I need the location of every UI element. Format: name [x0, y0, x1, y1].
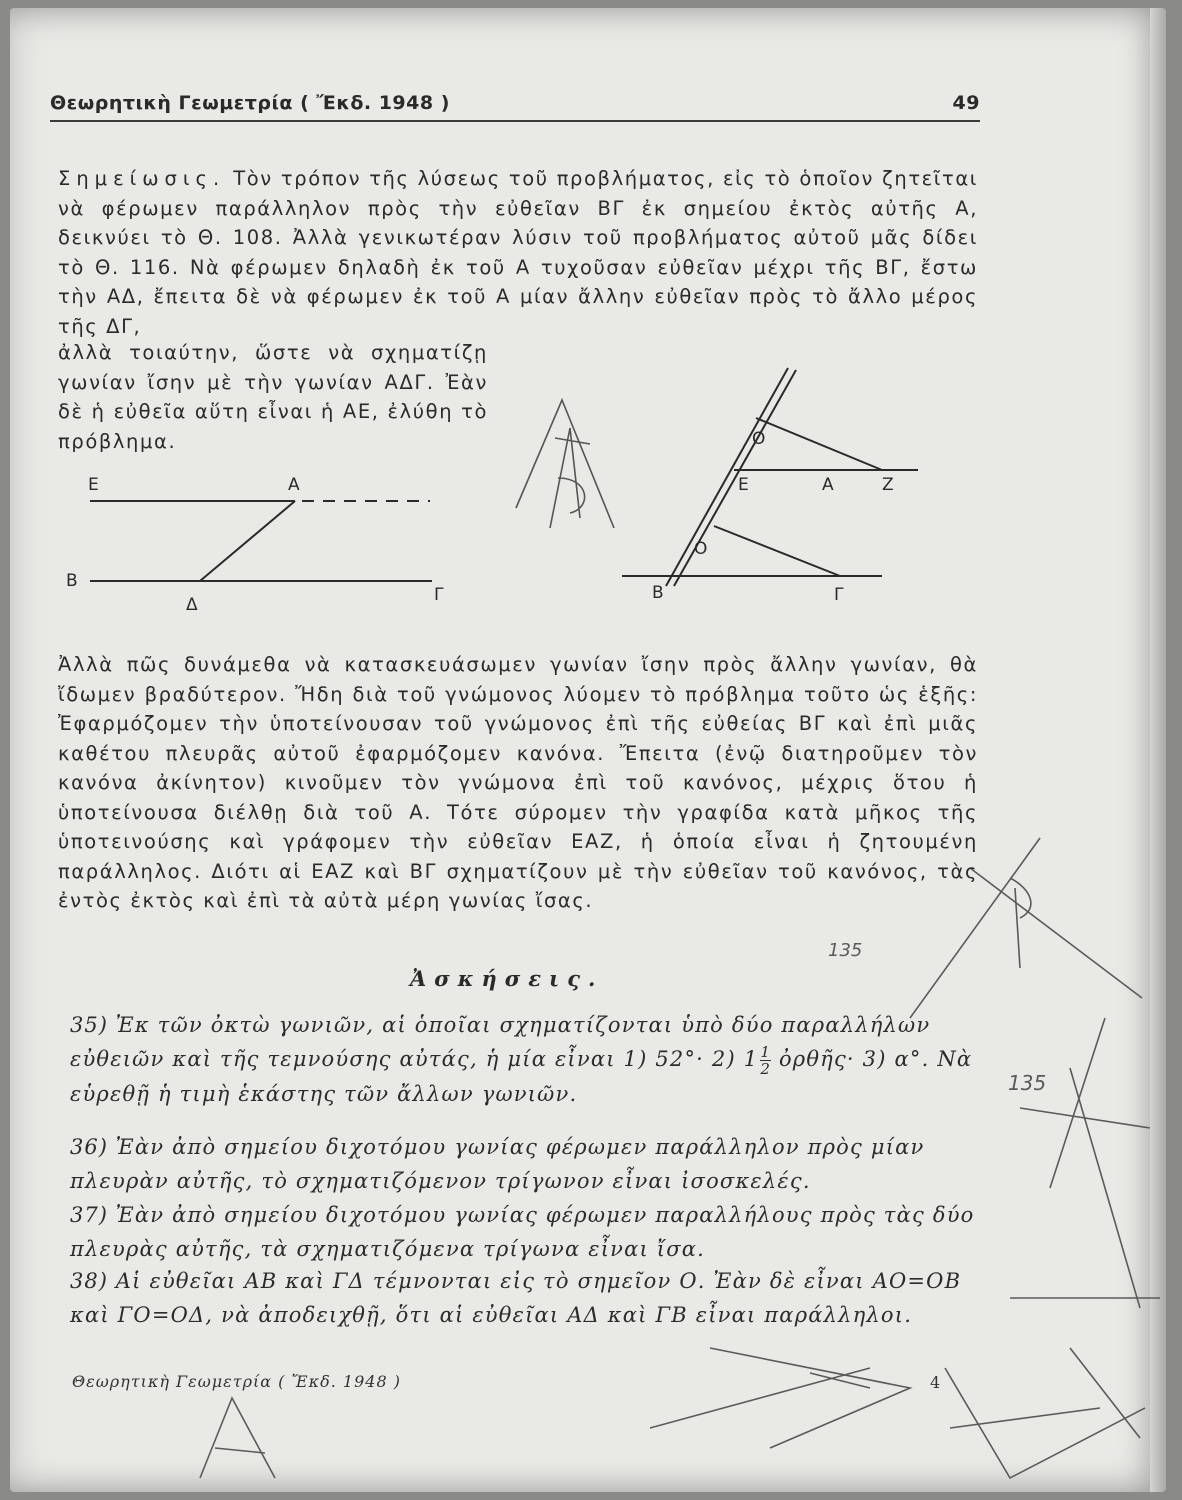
- exercise-38-text: Αἱ εὐθεῖαι ΑΒ καὶ ΓΔ τέμνονται εἰς τὸ σημεῖον Ο. Ἐὰν δὲ εἶναι ΑΟ=ΟΒ καὶ ΓΟ=ΟΔ, νὰ ἀποδειχθῇ, ὅτι αἱ εὐθεῖαι ΑΔ καὶ ΓΒ εἶναι παράλληλοι.: [70, 1269, 962, 1327]
- exercise-38-number: 38): [70, 1269, 108, 1293]
- fig2-label-g: Γ: [834, 585, 844, 605]
- fig2-label-o-upper: Ο: [752, 429, 766, 449]
- paragraph-two: Ἀλλὰ πῶς δυνάμεθα νὰ κατασκευάσωμεν γωνίαν ἴσην πρὸς ἄλλην γωνίαν, θὰ ἴδωμεν βραδύτερον. Ἤδη διὰ τοῦ γνώμονος λύομεν τὸ πρόβλημα τοῦτο ὡς ἑξῆς: Ἐφαρμόζομεν τὴν ὑποτείνουσαν τοῦ γνώμονος ἐπὶ τῆς εὐθείας ΒΓ καὶ ἐπὶ μιᾶς καθέτου πλευρᾶς αὐτοῦ ἐφαρμόζομεν κανόνα. Ἔπειτα (ἐνῷ διατηροῦμεν τὸν κανόνα ἀκίνητον) κινοῦμεν τὸν γνώμονα ἐπὶ τοῦ κανόνος, μέχρις ὅτου ἡ ὑποτείνουσα διέλθῃ διὰ τοῦ Α. Τότε σύρομεν τὴν γραφίδα κατὰ μῆκος τῆς ὑποτεινούσης καὶ γράφομεν τὴν εὐθεῖαν ΕΑΖ, ἡ ὁποία εἶναι ἡ ζητουμένη παράλληλος. Διότι αἱ ΕΑΖ καὶ ΒΓ σχηματίζουν μὲ τὴν εὐθεῖαν τοῦ κανόνος, τὰς ἐντὸς ἐκτὸς καὶ ἐπὶ τὰ αὐτὰ μέρη γωνίας ἴσας.: [58, 653, 978, 912]
- fig2-label-o-lower: Ο: [694, 539, 708, 559]
- note-text: Τὸν τρόπον τῆς λύσεως τοῦ προβλήματος, εἰς τὸ ὁποῖον ζητεῖται νὰ φέρωμεν παράλληλον πρὸς τὴν εὐθεῖαν ΒΓ ἐκ σημείου ἐκτὸς αὐτῆς Α, δεικνύει τὸ Θ. 108. Ἀλλὰ γενικωτέραν λύσιν τοῦ προβλήματος αὐτοῦ μᾶς δίδει τὸ Θ. 116. Νὰ φέρωμεν δηλαδὴ ἐκ τοῦ Α τυχοῦσαν εὐθεῖαν μέχρι τῆς ΒΓ, ἔστω τὴν ΑΔ, ἔπειτα δὲ νὰ φέρωμεν ἐκ τοῦ Α μίαν ἄλλην εὐθεῖαν πρὸς τὸ ἄλλο μέρος τῆς ΔΓ,: [58, 167, 978, 338]
- fig1-label-e: Ε: [88, 475, 99, 495]
- header-title: Θεωρητικὴ Γεωμετρία ( Ἔκδ. 1948 ): [50, 92, 450, 114]
- figure-2: [516, 368, 918, 586]
- fig2-label-z: Ζ: [882, 475, 894, 495]
- pencil-note-4: 4: [930, 1373, 941, 1392]
- exercise-37-text: Ἐὰν ἀπὸ σημείου διχοτόμου γωνίας φέρωμεν παραλλήλους πρὸς τὰς δύο πλευρὰς αὐτῆς, τὰ σχηματιζόμενα τρίγωνα εἶναι ἴσα.: [70, 1203, 975, 1261]
- exercise-35: [70, 1008, 980, 1111]
- exercise-35-text-a: Ἐκ τῶν ὀκτὼ γωνιῶν, αἱ ὁποῖαι σχηματίζονται ὑπὸ δύο παραλλήλων εὐθειῶν καὶ τῆς τεμνούσης αὐτάς, ἡ μία εἶναι 1) 52°· 2) 1: [70, 1013, 931, 1071]
- book-page: [10, 8, 1166, 1492]
- exercise-38: [70, 1264, 980, 1332]
- exercise-36-number: 36): [70, 1135, 108, 1159]
- exercise-37: [70, 1198, 980, 1266]
- line-ad: [200, 501, 295, 581]
- pencil-sketch-angle: [516, 400, 614, 528]
- fraction-numerator: 1: [760, 1043, 772, 1061]
- exercise-35-number: 35): [70, 1013, 108, 1037]
- page-number: 49: [952, 92, 980, 114]
- exercise-37-number: 37): [70, 1203, 108, 1227]
- ruler-edge-1: [666, 368, 788, 586]
- fig1-label-d: Δ: [186, 595, 198, 615]
- figure-1: [90, 501, 432, 581]
- fig1-label-g: Γ: [434, 585, 444, 605]
- pencil-sketch-bottom-middle: [650, 1348, 910, 1448]
- exercise-36: [70, 1130, 980, 1198]
- ruler-edge-2: [674, 370, 796, 586]
- pencil-sketch-right-middle: [1010, 1018, 1160, 1308]
- pencil-note-135-a: 135: [828, 940, 863, 961]
- exercise-35-text-b: ὀρθῆς· 3) α°. Νὰ εὑρεθῇ ἡ τιμὴ ἑκάστης τῶν ἄλλων γωνιῶν.: [70, 1047, 973, 1106]
- pencil-sketch-right-bottom: [945, 1348, 1145, 1478]
- fig2-label-e: Ε: [738, 475, 749, 495]
- fig2-label-b: Β: [652, 583, 664, 603]
- fig1-label-b: Β: [66, 571, 78, 591]
- exercise-35-fraction: [760, 1044, 771, 1077]
- exercise-36-text: Ἐὰν ἀπὸ σημείου διχοτόμου γωνίας φέρωμεν παράλληλον πρὸς μίαν πλευρὰν αὐτῆς, τὸ σχηματιζόμενον τρίγωνον εἶναι ἰσοσκελές.: [70, 1135, 925, 1193]
- note-paragraph-narrow: ἀλλὰ τοιαύτην, ὥστε νὰ σχηματίζῃ γωνίαν ἴσην μὲ τὴν γωνίαν ΑΔΓ. Ἐὰν δὲ ἡ εὐθεῖα αὕτη εἶναι ἡ ΑΕ, ἐλύθη τὸ πρόβλημα.: [58, 341, 488, 453]
- fig1-label-a: Α: [288, 475, 300, 495]
- pencil-note-135-b: 135: [1008, 1071, 1047, 1095]
- note-label: Σημείωσις.: [58, 167, 226, 190]
- fraction-denominator: 2: [760, 1060, 772, 1078]
- exercises-heading: Ἀσκήσεις.: [410, 966, 604, 991]
- pencil-sketch-bottom-left: [200, 1398, 275, 1478]
- set-square-lower: [714, 526, 840, 576]
- fig2-label-a: Α: [822, 475, 834, 495]
- set-square-upper: [756, 418, 882, 470]
- page-footer: Θεωρητικὴ Γεωμετρία ( Ἔκδ. 1948 ): [72, 1372, 401, 1391]
